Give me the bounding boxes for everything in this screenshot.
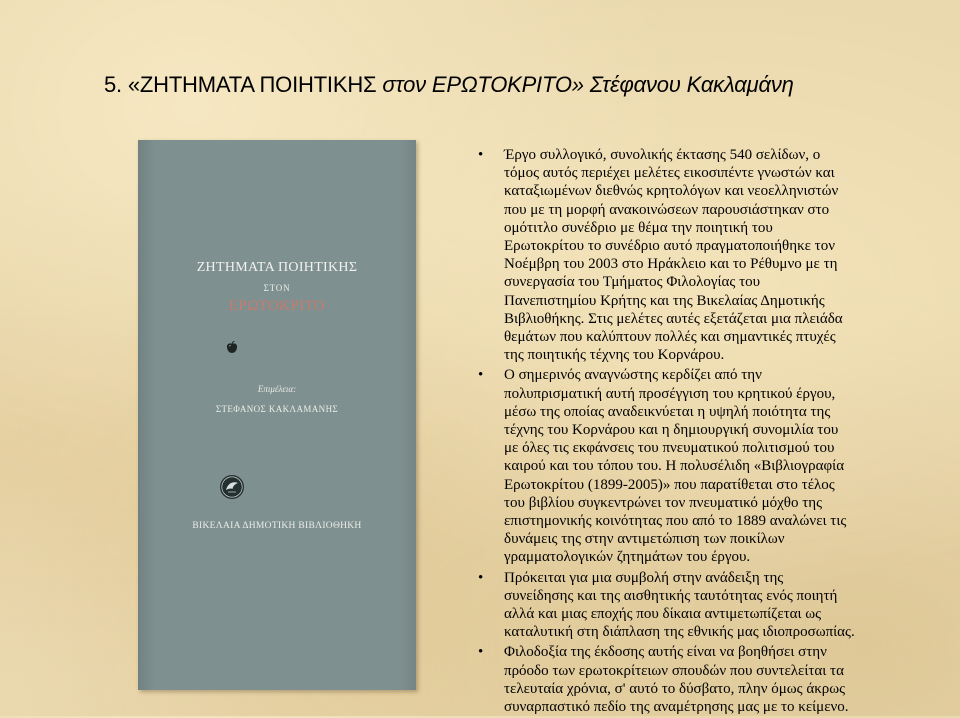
bullet-text: Φιλοδοξία της έκδοσης αυτής είναι να βοηθήσει στην πρόοδο των ερωτοκρίτειων σπουδών που συντελείται τα τελευταία χρόνια, σ' αυτό το δύσβατο, πλην όμως άκρως συναρπαστικό πεδίο της αναμέτρησης μας με το κείμενο. [504,644,849,716]
bullet-list [478,146,914,718]
slide-title [104,72,924,98]
bullet-dot: • [478,644,484,661]
book-cover-image [138,140,416,690]
bullet-item [478,366,914,566]
bullet-dot: • [478,147,484,163]
library-seal-icon [219,474,245,500]
bullet-text: Ο σημερινός αναγνώστης κερδίζει από την πολυπρισματική αυτή προσέγγιση του κρητικού έργου, μέσω της οποίας αναδεικνύεται η υψηλή ποιότητα της τέχνης του Κορνάρου και η δημιουργική συνομιλία του με όλες τις εκφάνσεις του πνευματικού πολιτισμού του καιρού και του τόπου του. Η πολυσέλιδη «Βιβλιογραφία Ερωτοκρίτου (1899-2005)» που παρατίθεται στο τέλος του βιβλίου συγκεντρώνει τον πνευματικό μόχθο της επιστημονικής κοινότητας που από το 1889 αναλώνει τις δυνάμεις της στην αντιμετώπιση των ποικίλων γραμματολογικών ζητημάτων του έργου. [504,367,847,566]
bullet-text: Έργο συλλογικό, συνολικής έκτασης 540 σελίδων, ο τόμος αυτός περιέχει μελέτες εικοσιπέντε γνωστών και καταξιωμένων διεθνώς κρητολόγων και νεοελληνιστών που με τη μορφή ανακοινώσεων παρουσιάστηκαν στο ομότιτλο συνέδριο με θέμα την ποιητική του Ερωτοκρίτου το συνέδριο αυτό πραγματοποιήθηκε τον Νοέμβρη του 2003 στο Ηράκλειο και το Ρέθυμνο με τη συνεργασία του Τμήματος Φιλολογίας του Πανεπιστημίου Κρήτης και της Βικελαίας Δημοτικής Βιβλιοθήκης. Στις μελέτες αυτές εξετάζεται μια πλειάδα θεμάτων που καλύπτουν πολλές και σημαντικές πτυχές της ποιητικής τέχνης του Κορνάρου. [504,147,843,364]
title-mid: ΕΡΩΤΟΚΡΙΤΟ» [431,72,590,97]
book-ston: ΣΤΟΝ [263,283,291,293]
book-erotokritos: ΕΡΩΤΟΚΡΙΤΟ [228,298,326,314]
bullet-item [478,569,914,642]
apple-emblem-icon [224,340,240,356]
title-author: Στέφανου Κακλαμάνη [589,72,794,97]
bullet-item [478,643,914,716]
book-publisher: ΒΙΚΕΛΑΙΑ ΔΗΜΟΤΙΚΗ ΒΙΒΛΙΟΘΗΚΗ [192,521,362,531]
title-italic: στον [382,72,432,97]
book-epimeleia: Επιμέλεια: [257,384,297,394]
bullet-dot: • [478,367,484,384]
bullet-text: Πρόκειται για μια συμβολή στην ανάδειξη της συνείδησης και της αισθητικής ταυτότητας ενός ποιητή αλλά και μιας εποχής που δίκαια αντιμετωπίζεται ως καταλυτική στη διάπλαση της εθνικής μας ιδιοπροσωπίας. [504,569,855,641]
book-title: ΖΗΤΗΜΑΤΑ ΠΟΙΗΤΙΚΗΣ [196,260,358,275]
bullet-item [478,146,914,364]
book-editor: ΣΤΕΦΑΝΟΣ ΚΑΚΛΑΜΑΝΗΣ [215,404,339,414]
title-prefix: 5. «ΖΗΤΗΜΑΤΑ ΠΟΙΗΤΙΚΗΣ [104,72,383,97]
bullet-dot: • [478,569,484,586]
